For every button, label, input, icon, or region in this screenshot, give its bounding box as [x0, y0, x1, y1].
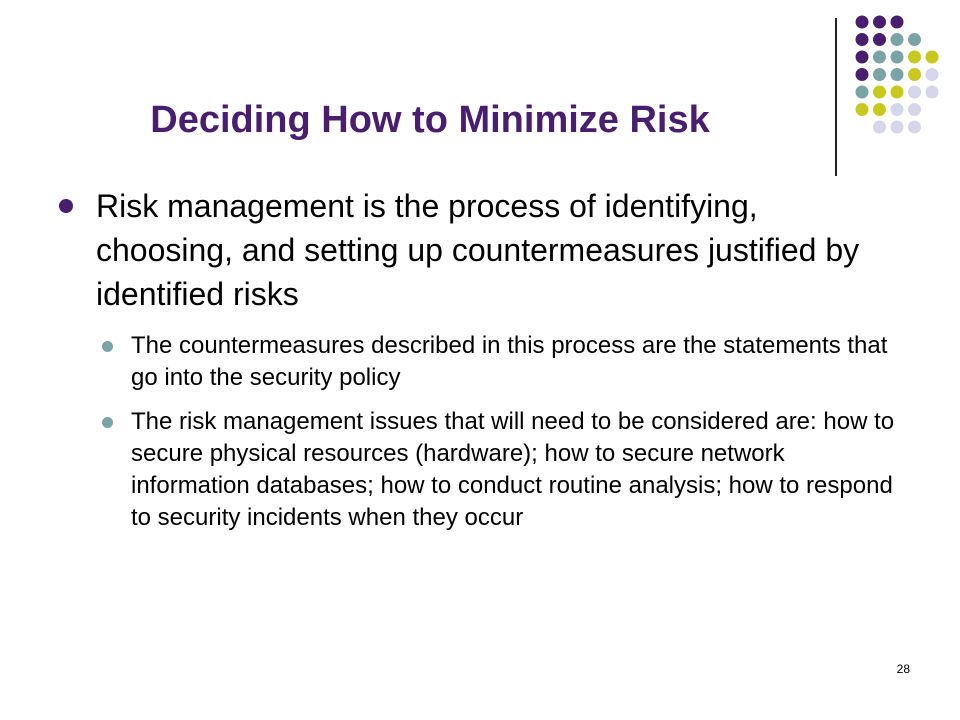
title-divider-line	[835, 18, 837, 176]
decorative-dot	[908, 86, 921, 99]
decorative-dot	[873, 121, 886, 134]
decorative-dot	[856, 16, 869, 29]
bullet-marker-icon	[59, 199, 73, 213]
decorative-dot	[873, 33, 886, 46]
decorative-dot	[891, 16, 904, 29]
decorative-dot	[908, 103, 921, 116]
sub-bullet-text: The risk management issues that will need to be considered are: how to secure physical resources (hardware); how to secure network information databases; how to conduct routine analysis; how to respond to security incidents when they occur	[131, 408, 895, 531]
slide-title: Deciding How to Minimize Risk	[150, 99, 710, 141]
decorative-dot	[926, 86, 939, 99]
bullet-text: Risk management is the process of identifying, choosing, and setting up countermeasures justified by identified risks	[96, 188, 860, 312]
decorative-dot	[891, 51, 904, 64]
decorative-dot	[873, 103, 886, 116]
decorative-dot	[856, 103, 869, 116]
sub-bullet-text: The countermeasures described in this process are the statements that go into the security policy	[131, 332, 888, 391]
decorative-dot	[908, 68, 921, 81]
decorative-dot	[891, 33, 904, 46]
sub-bullet-marker-icon	[102, 417, 113, 428]
decorative-dot	[873, 68, 886, 81]
sub-bullet-marker-icon	[102, 341, 113, 352]
decorative-dot	[856, 86, 869, 99]
decorative-dot	[873, 16, 886, 29]
decorative-dot	[891, 103, 904, 116]
decorative-dot	[891, 68, 904, 81]
bullet-list	[56, 184, 896, 546]
decorative-dot	[856, 68, 869, 81]
decorative-dot	[926, 68, 939, 81]
decorative-dot	[856, 33, 869, 46]
decorative-dot	[908, 51, 921, 64]
page-number: 28	[896, 662, 910, 676]
decorative-dot	[926, 51, 939, 64]
sub-bullet-item	[56, 330, 896, 394]
decorative-dot	[891, 121, 904, 134]
decorative-dot	[856, 51, 869, 64]
decorative-dot	[908, 33, 921, 46]
decorative-dot	[873, 86, 886, 99]
decorative-dot	[873, 51, 886, 64]
sub-bullet-item	[56, 406, 896, 534]
decorative-dot	[891, 86, 904, 99]
decorative-dot	[908, 121, 921, 134]
bullet-item	[56, 184, 896, 316]
